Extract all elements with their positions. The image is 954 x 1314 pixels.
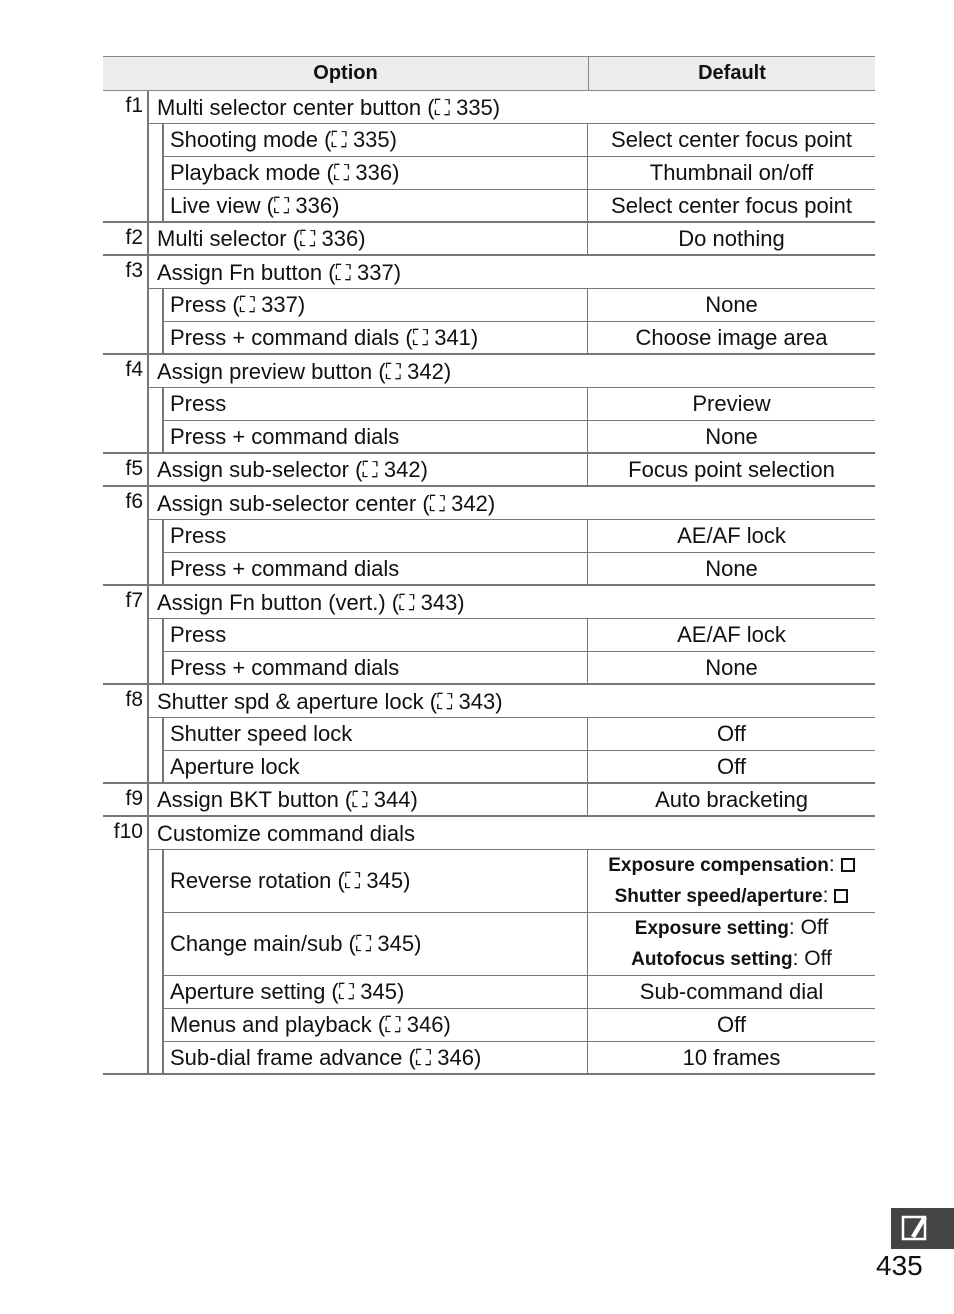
- table-row: [103, 586, 875, 619]
- sub-option-label: Reverse rotation (⛶ 345): [164, 850, 588, 913]
- default-value: Do nothing: [588, 223, 875, 256]
- setting-key: Shutter speed/aperture: [614, 886, 823, 907]
- sub-option-label: Shutter speed lock: [164, 718, 588, 751]
- sub-option-label: Sub-dial frame advance (⛶ 346): [164, 1042, 588, 1075]
- sub-option-label: Playback mode (⛶ 336): [164, 157, 588, 190]
- table-row: [103, 520, 875, 553]
- option-title: Shutter spd & aperture lock (⛶ 343): [149, 685, 875, 718]
- table-row: [103, 190, 875, 223]
- option-code: f9: [103, 784, 149, 817]
- table-row: [103, 487, 875, 520]
- option-code: f4: [103, 355, 149, 388]
- sub-option-label: Press + command dials (⛶ 341): [164, 322, 588, 355]
- sub-option-label: Press: [164, 388, 588, 421]
- table-row: [103, 976, 875, 1009]
- page-number: 435: [876, 1250, 923, 1281]
- sub-option-label: Press + command dials: [164, 553, 588, 586]
- setting-value: : Off: [788, 916, 829, 939]
- default-value: Off: [588, 718, 875, 751]
- default-value: AE/AF lock: [588, 520, 875, 553]
- default-value: Sub-command dial: [588, 976, 875, 1009]
- sub-option-label: Press + command dials: [164, 421, 588, 454]
- option-code: f2: [103, 223, 149, 256]
- header-option: Option: [103, 57, 589, 90]
- table-row: [103, 388, 875, 421]
- option-code: f6: [103, 487, 149, 520]
- table-row: [103, 1042, 875, 1075]
- default-value: Off: [588, 751, 875, 784]
- table-row: [103, 913, 875, 976]
- table-row: [103, 322, 875, 355]
- table-row: [103, 784, 875, 817]
- default-line: Shutter speed/aperture:: [615, 881, 849, 912]
- sub-option-label: Press: [164, 619, 588, 652]
- default-value: None: [588, 421, 875, 454]
- table-row: [103, 685, 875, 718]
- sub-option-label: Live view (⛶ 336): [164, 190, 588, 223]
- table-row: [103, 289, 875, 322]
- sub-option-label: Press + command dials: [164, 652, 588, 685]
- sub-option-label: Shooting mode (⛶ 335): [164, 124, 588, 157]
- checkbox-icon: [841, 858, 855, 872]
- table-row: [103, 157, 875, 190]
- default-value: Focus point selection: [588, 454, 875, 487]
- default-line: [635, 913, 828, 944]
- default-value: [588, 850, 875, 913]
- sub-option-label: Press (⛶ 337): [164, 289, 588, 322]
- setting-key: Exposure compensation: [608, 855, 829, 876]
- table-row: [103, 91, 875, 124]
- setting-value: : Off: [792, 947, 832, 970]
- default-value: Preview: [588, 388, 875, 421]
- option-title: Assign Fn button (vert.) (⛶ 343): [149, 586, 875, 619]
- option-title: Assign BKT button (⛶ 344): [149, 784, 588, 817]
- header-default: Default: [698, 62, 766, 84]
- default-line: [631, 944, 832, 975]
- default-value: Auto bracketing: [588, 784, 875, 817]
- pencil-checkbox-icon: [891, 1208, 954, 1249]
- default-value: Choose image area: [588, 322, 875, 355]
- default-value: 10 frames: [588, 1042, 875, 1075]
- option-code: f1: [103, 91, 149, 124]
- table-row: [103, 454, 875, 487]
- option-code: f3: [103, 256, 149, 289]
- checkbox-icon: [834, 889, 848, 903]
- sub-option-label: Menus and playback (⛶ 346): [164, 1009, 588, 1042]
- option-title: Customize command dials: [149, 817, 875, 850]
- option-title: Multi selector (⛶ 336): [149, 223, 588, 256]
- default-value: None: [588, 289, 875, 322]
- default-value: [588, 913, 875, 976]
- option-title: Assign sub-selector (⛶ 342): [149, 454, 588, 487]
- sub-option-label: Aperture lock: [164, 751, 588, 784]
- table-row: [103, 553, 875, 586]
- option-title: Multi selector center button (⛶ 335): [149, 91, 875, 124]
- option-code: f8: [103, 685, 149, 718]
- default-value: AE/AF lock: [588, 619, 875, 652]
- option-code: f10: [103, 817, 149, 850]
- table-row: [103, 850, 875, 913]
- default-value: None: [588, 553, 875, 586]
- option-title: Assign preview button (⛶ 342): [149, 355, 875, 388]
- table-row: [103, 619, 875, 652]
- table-row: [103, 817, 875, 850]
- table-row: [103, 124, 875, 157]
- sub-option-label: Change main/sub (⛶ 345): [164, 913, 588, 976]
- table-header: [103, 56, 875, 91]
- default-value: Off: [588, 1009, 875, 1042]
- table-row: [103, 1009, 875, 1042]
- custom-settings-table: [103, 56, 875, 1075]
- option-code: f7: [103, 586, 149, 619]
- sub-option-label: Press: [164, 520, 588, 553]
- table-row: [103, 256, 875, 289]
- default-line: Exposure compensation:: [608, 850, 855, 881]
- default-value: Thumbnail on/off: [588, 157, 875, 190]
- table-row: [103, 223, 875, 256]
- table-row: [103, 421, 875, 454]
- sub-option-label: Aperture setting (⛶ 345): [164, 976, 588, 1009]
- setting-key: Exposure setting: [634, 918, 789, 939]
- default-value: Select center focus point: [588, 190, 875, 223]
- setting-key: Autofocus setting: [631, 949, 793, 970]
- table-row: [103, 652, 875, 685]
- option-title: Assign Fn button (⛶ 337): [149, 256, 875, 289]
- default-value: None: [588, 652, 875, 685]
- option-title: Assign sub-selector center (⛶ 342): [149, 487, 875, 520]
- default-value: Select center focus point: [588, 124, 875, 157]
- table-row: [103, 718, 875, 751]
- table-row: [103, 355, 875, 388]
- table-row: [103, 751, 875, 784]
- option-code: f5: [103, 454, 149, 487]
